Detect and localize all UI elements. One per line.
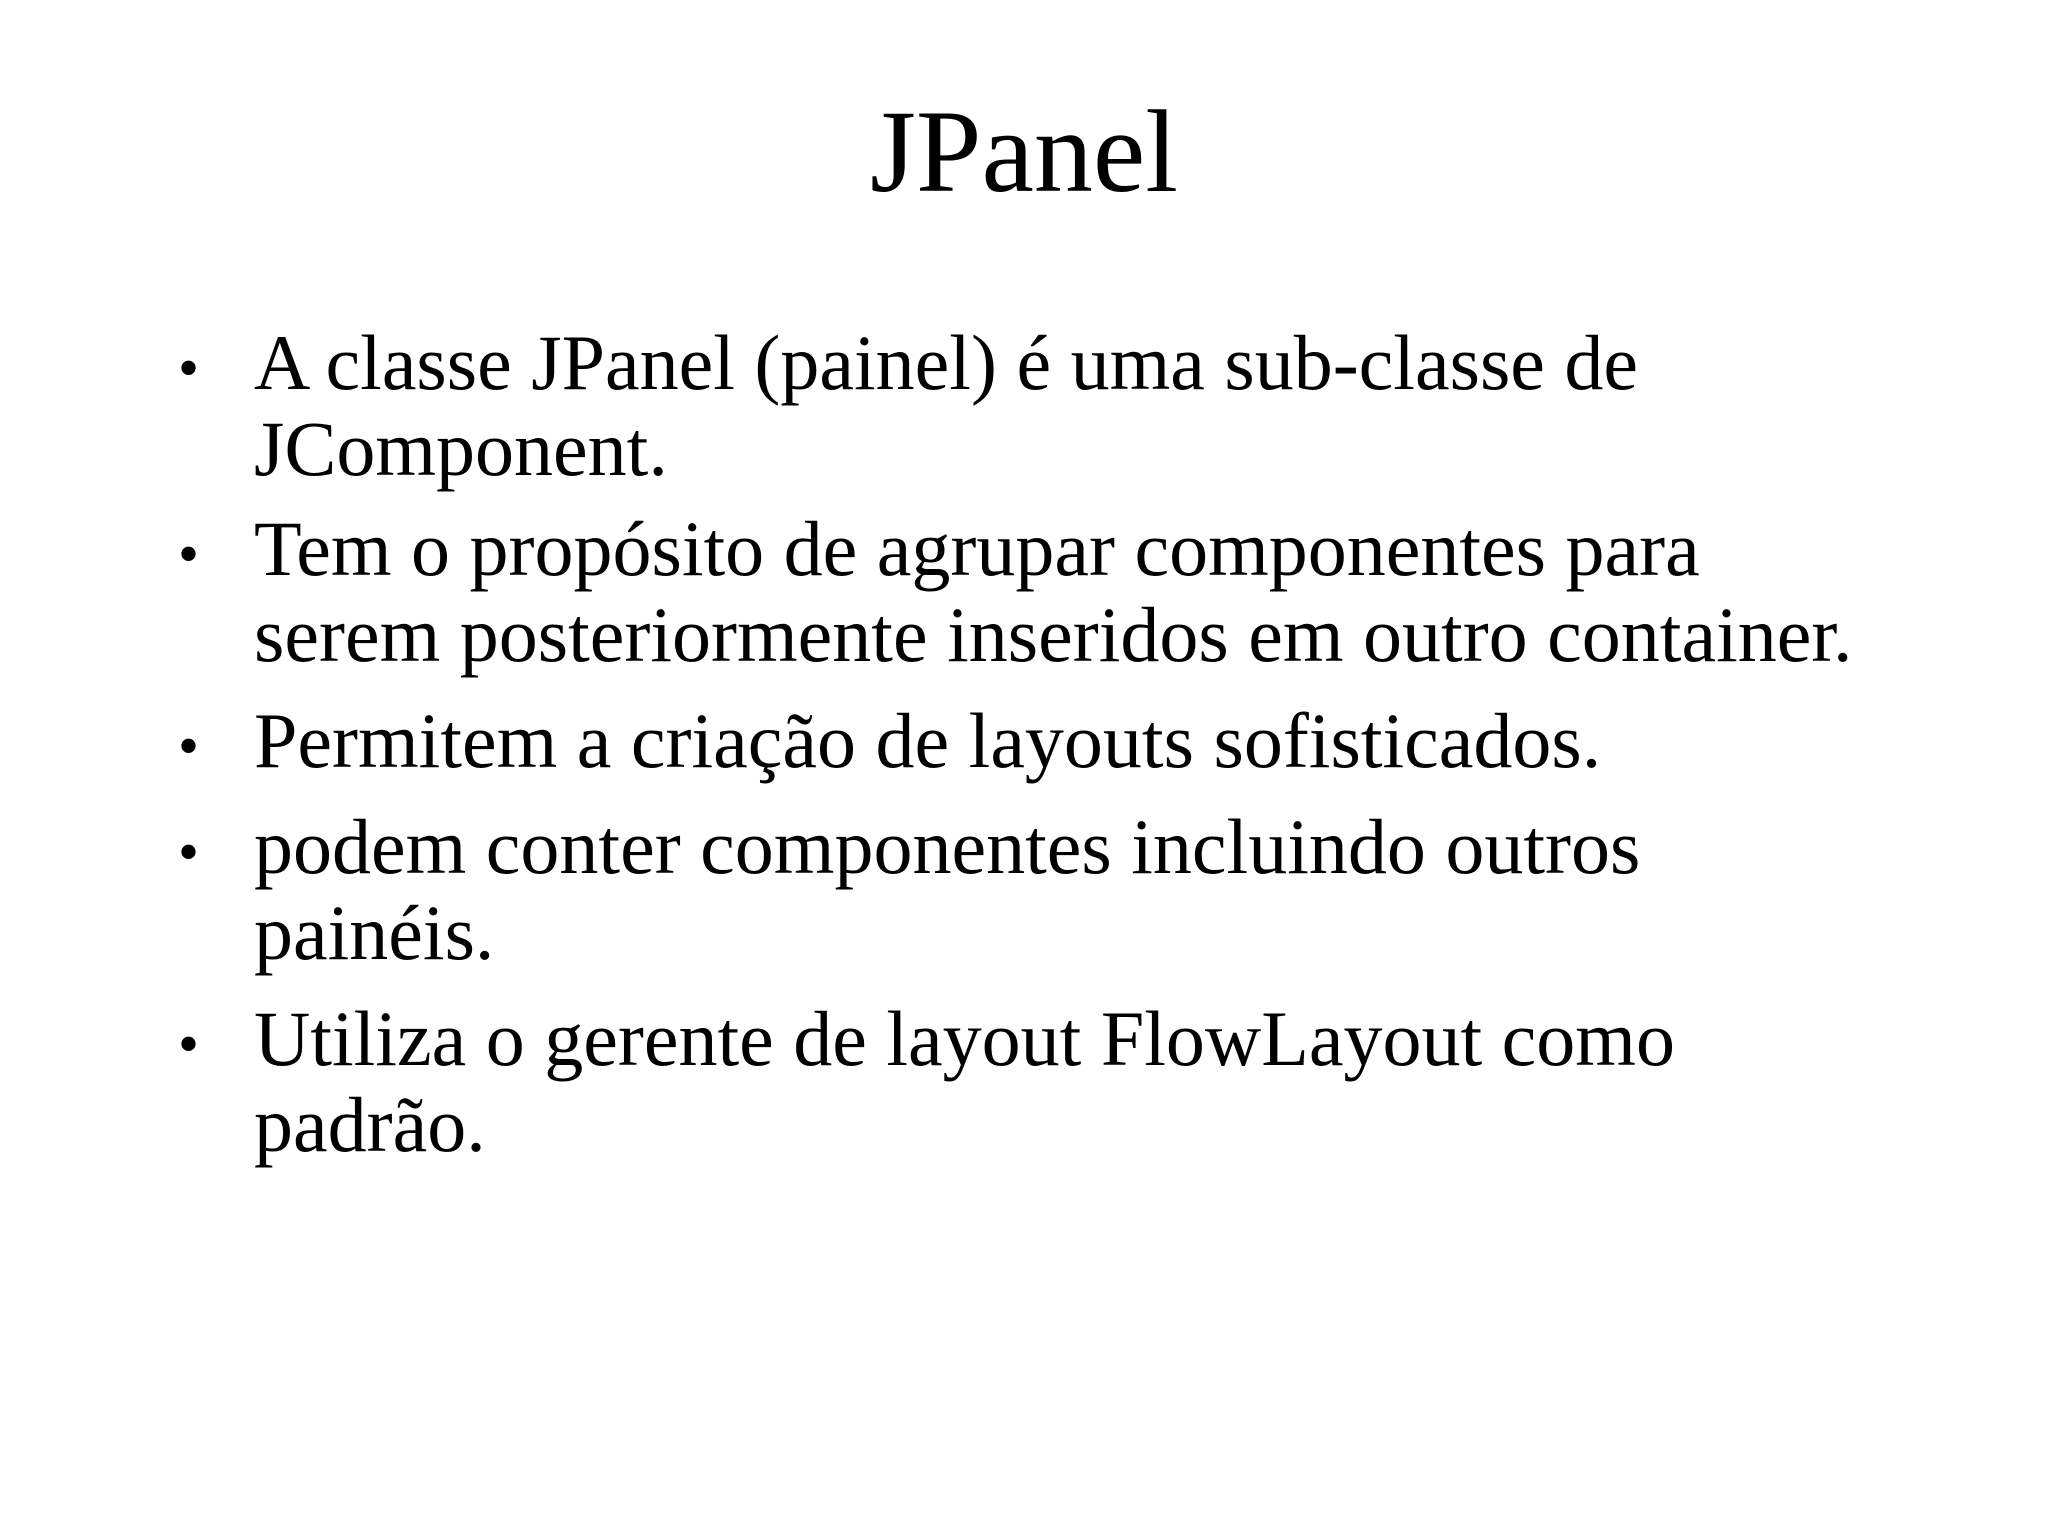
- bullet-text-line: JComponent.: [254, 405, 668, 492]
- bullet-text-line: Tem o propósito de agrupar componentes para: [254, 505, 1700, 592]
- bullet-point-icon: •: [178, 713, 200, 779]
- bullet-text-line: Permitem a criação de layouts sofisticados.: [254, 697, 1602, 784]
- bullet-point-icon: •: [178, 819, 200, 885]
- bullet-point-icon: •: [178, 521, 200, 587]
- bullet-text-line: A classe JPanel (painel) é uma sub-classe de: [254, 319, 1639, 406]
- bullet-text-line: padrão.: [254, 1081, 486, 1168]
- bullet-text-line: serem posteriormente inseridos em outro container.: [254, 591, 1853, 678]
- bullet-text-line: Utiliza o gerente de layout FlowLayout como: [254, 995, 1675, 1082]
- slide-title: JPanel: [869, 86, 1179, 217]
- bullet-point-icon: •: [178, 1011, 200, 1077]
- bullet-point-icon: •: [178, 335, 200, 401]
- bullet-text-line: painéis.: [254, 889, 495, 976]
- bullet-text: [254, 506, 1974, 678]
- bullet-text: [254, 320, 1974, 492]
- bullet-text: [254, 698, 1974, 784]
- bullet-text-line: podem conter componentes incluindo outros: [254, 803, 1641, 890]
- bullet-text: [254, 804, 1974, 976]
- bullet-text: [254, 996, 1974, 1168]
